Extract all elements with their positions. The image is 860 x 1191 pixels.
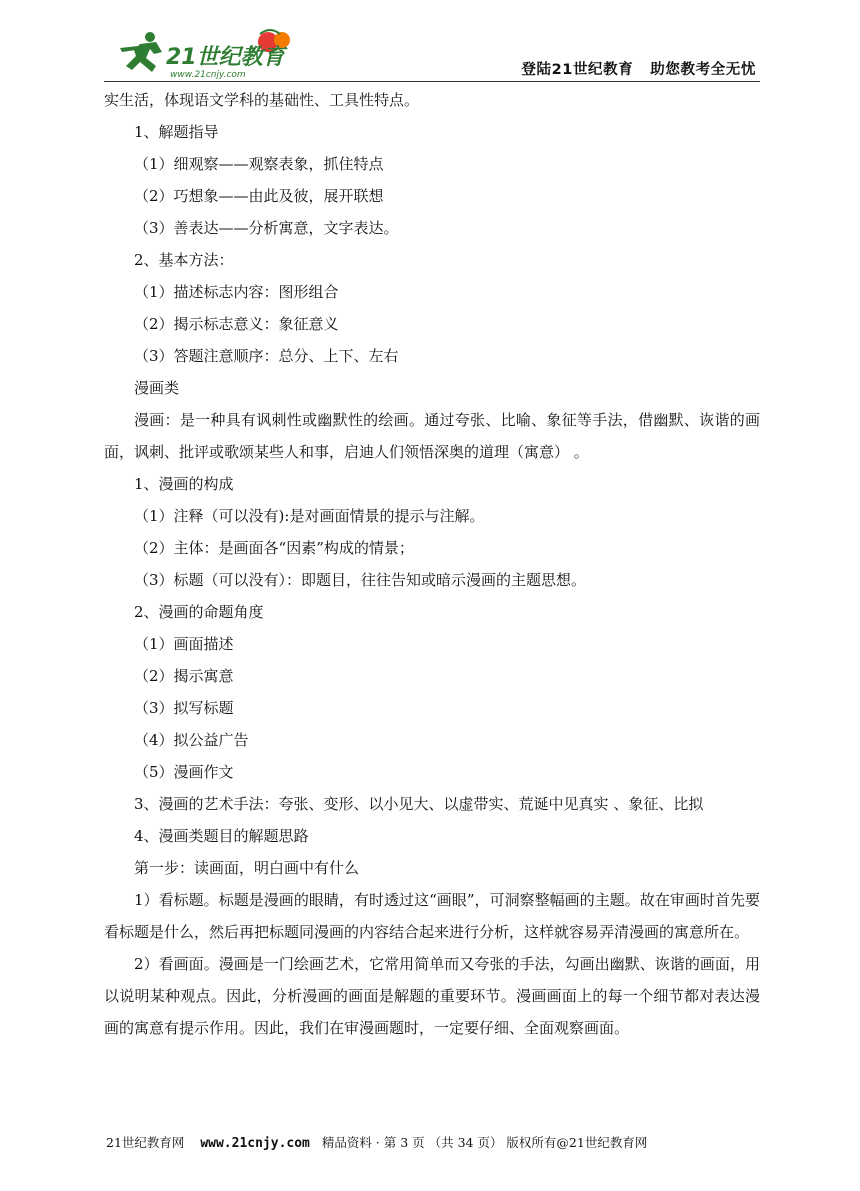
section-heading: 漫画类 bbox=[134, 379, 180, 397]
text-line: 2、漫画的命题角度 bbox=[134, 603, 264, 621]
footer-info: 精品资料 · 第 3 页 （共 34 页） 版权所有@21世纪教育网 bbox=[321, 1135, 648, 1150]
text-line: （1）描述标志内容：图形组合 bbox=[134, 283, 339, 301]
text-line: 1、漫画的构成 bbox=[134, 475, 234, 493]
text-line: （1）注释（可以没有):是对画面情景的提示与注解。 bbox=[134, 507, 485, 525]
header-rule bbox=[104, 81, 760, 82]
paragraph: 漫画：是一种具有讽刺性或幽默性的绘画。通过夸张、比喻、象征等手法，借幽默、诙谐的画面，讽刺、批评或歌颂某些人和事，启迪人们领悟深奥的道理（寓意） 。 bbox=[104, 411, 760, 461]
text-line: （3）拟写标题 bbox=[134, 699, 234, 717]
text-line: （5）漫画作文 bbox=[134, 763, 234, 781]
text-line: （2）主体：是画面各“因素”构成的情景； bbox=[134, 539, 414, 557]
text-line: （3）答题注意顺序：总分、上下、左右 bbox=[134, 347, 399, 365]
text-line: （3）标题（可以没有）：即题目，往往告知或暗示漫画的主题思想。 bbox=[134, 571, 587, 589]
footer-site: 21世纪教育网 bbox=[106, 1135, 185, 1150]
page-header bbox=[104, 28, 760, 80]
text-line: 2、基本方法： bbox=[134, 251, 234, 269]
text-line: 1、解题指导 bbox=[134, 123, 219, 141]
text-line: （1）画面描述 bbox=[134, 635, 234, 653]
text-line: 4、漫画类题目的解题思路 bbox=[134, 827, 309, 845]
text-line: 第一步：读画面，明白画中有什么 bbox=[134, 859, 360, 877]
text-line: （2）揭示寓意 bbox=[134, 667, 234, 685]
text-line: 实生活，体现语文学科的基础性、工具性特点。 bbox=[104, 91, 420, 109]
text-line: （2）揭示标志意义：象征意义 bbox=[134, 315, 339, 333]
text-line: （4）拟公益广告 bbox=[134, 731, 249, 749]
logo-url: www.21cnjy.com bbox=[170, 70, 246, 80]
runner-icon bbox=[120, 32, 162, 72]
header-slogan: 登陆21世纪教育 助您教考全无忧 bbox=[521, 62, 756, 78]
document-body bbox=[104, 84, 760, 1044]
logo-text: 21世纪教育 bbox=[166, 45, 285, 70]
site-logo bbox=[110, 28, 310, 80]
page-footer bbox=[106, 1133, 647, 1151]
paragraph: 2）看画面。漫画是一门绘画艺术，它常用简单而又夸张的手法，勾画出幽默、诙谐的画面，用以说明某种观点。因此，分析漫画的画面是解题的重要环节。漫画画面上的每一个细节都对表达漫画的寓意有提示作用。因此，我们在审漫画题时，一定要仔细、全面观察画面。 bbox=[104, 955, 760, 1037]
footer-url: www.21cnjy.com bbox=[200, 1136, 310, 1151]
text-line: （1）细观察——观察表象，抓住特点 bbox=[134, 155, 384, 173]
text-line: 3、漫画的艺术手法：夸张、变形、以小见大、以虚带实、荒诞中见真实 、象征、比拟 bbox=[134, 795, 704, 813]
text-line: （2）巧想象——由此及彼，展开联想 bbox=[134, 187, 384, 205]
text-line: （3）善表达——分析寓意，文字表达。 bbox=[134, 219, 399, 237]
paragraph: 1）看标题。标题是漫画的眼睛，有时透过这“画眼”，可洞察整幅画的主题。故在审画时首先要看标题是什么，然后再把标题同漫画的内容结合起来进行分析，这样就容易弄清漫画的寓意所在。 bbox=[104, 891, 760, 941]
